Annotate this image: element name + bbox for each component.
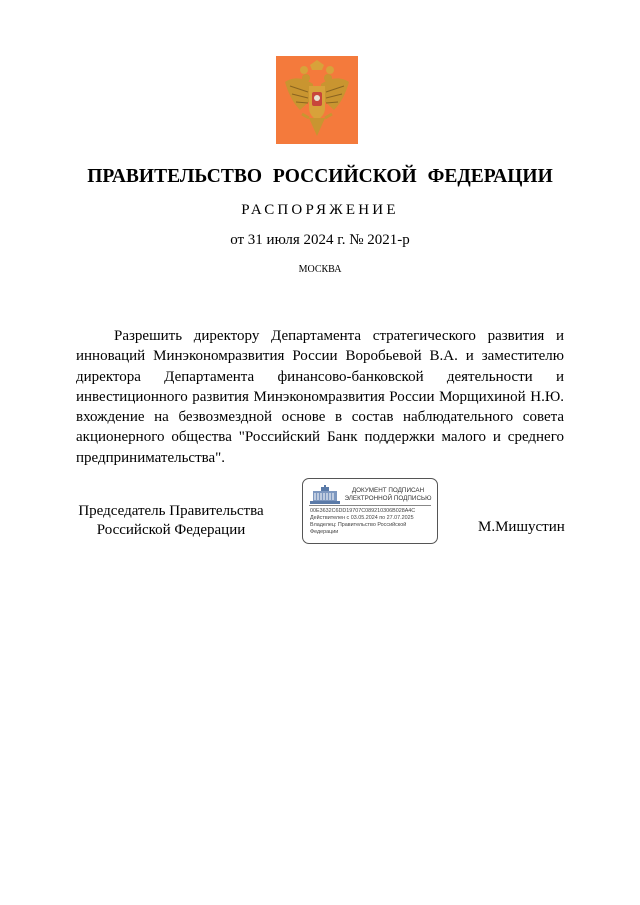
order-body-text: Разрешить директору Департамента стратегического развития и инноваций Минэкономразвития России Воробьевой В.А. и заместителю директора Департамента финансово-банковской деятельности и инвестиционного развития Минэкономразвития России Морщихиной Н.Ю. вхождение на безвозмездной основе в состав наблюдательного совета акционерного общества "Российский Банк поддержки малого и среднего предпринимательства". <box>76 328 564 466</box>
stamp-details <box>310 508 434 536</box>
stamp-title-line1: ДОКУМЕНТ ПОДПИСАН <box>351 487 425 494</box>
stamp-owner-line2: Федерации <box>310 529 339 535</box>
stamp-title-line2: ЭЛЕКТРОННОЙ ПОДПИСЬЮ <box>344 495 432 502</box>
coat-of-arms-icon <box>276 56 358 144</box>
signer-name: М.Мишустин <box>478 519 565 535</box>
document-type: РАСПОРЯЖЕНИЕ <box>241 202 399 218</box>
stamp-certificate: 00E3632C6DD19707C089210306B028A4C <box>310 508 416 514</box>
stamp-owner-line1: Владелец: Правительство Российской <box>310 522 407 528</box>
document-date-number: от 31 июля 2024 г. № 2021-р <box>230 232 410 248</box>
stamp-validity: Действителен с 03.05.2024 по 27.07.2025 <box>310 515 414 521</box>
signer-position <box>72 502 270 539</box>
government-title: ПРАВИТЕЛЬСТВО РОССИЙСКОЙ ФЕДЕРАЦИИ <box>87 166 553 187</box>
electronic-signature-stamp <box>302 478 438 544</box>
stamp-title <box>343 487 433 503</box>
signer-position-line2: Российской Федерации <box>96 521 246 538</box>
signer-position-line1: Председатель Правительства <box>78 503 264 519</box>
government-building-icon <box>309 485 341 505</box>
stamp-divider <box>309 505 431 506</box>
document-city: МОСКВА <box>298 264 342 275</box>
